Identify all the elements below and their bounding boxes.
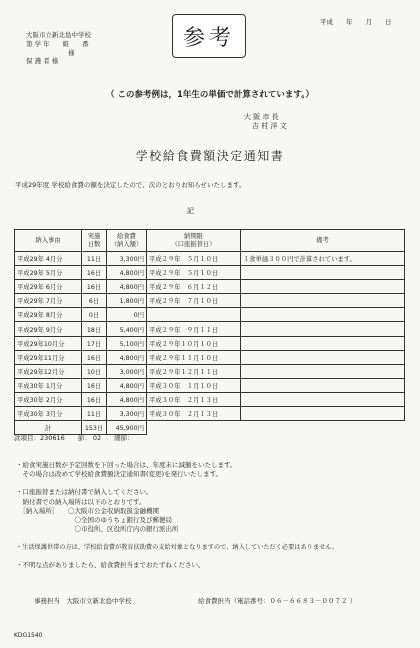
- document-title: 学校給食費額決定通知書: [135, 149, 285, 163]
- sender-block: [244, 113, 287, 132]
- cell-note: １食単価３００円で計算されています。: [241, 252, 405, 266]
- cell-fee: 3,300円: [107, 252, 147, 266]
- fee-table: [14, 229, 405, 435]
- cell-due: 平成２９年１１月１０日: [147, 350, 241, 364]
- cell-due: 平成２９年 ５月１０日: [147, 266, 241, 280]
- cell-days: 17日: [82, 336, 107, 350]
- cell-month: 平成30年 3月分: [15, 407, 82, 421]
- note-line: 〇全国のゆうちょ銀行及び郵便局: [16, 516, 172, 525]
- note-line: ・生活保護世帯の方は、学校給食費が教育扶助費の支給対象となりますので、納入していただく必要はありません。: [16, 543, 338, 551]
- cell-note: [241, 322, 405, 336]
- cell-fee: 3,300円: [107, 407, 147, 421]
- cell-due: 平成２９年 ５月１０日: [147, 252, 241, 266]
- cell-month: 平成29年10月分: [15, 336, 82, 350]
- cell-days: 16日: [82, 350, 107, 364]
- table-row: [15, 280, 405, 294]
- sender-title: 大 阪 市 長: [244, 113, 279, 121]
- cell-month: 平成29年 6月分: [15, 280, 82, 294]
- cell-note: [241, 336, 405, 350]
- table-row: [15, 407, 405, 421]
- header-fee: 給食費 （納入額）: [107, 230, 147, 252]
- cell-note: [241, 308, 405, 322]
- cell-month: 平成29年 5月分: [15, 266, 82, 280]
- header-note: 備考: [241, 230, 405, 252]
- note-line: 〇市役所、区役所庁内の銀行派出所: [16, 525, 179, 534]
- cell-days: 6日: [82, 294, 107, 308]
- cell-due: 平成３０年 １月１０日: [147, 378, 241, 392]
- sender-name: 吉 村 洋 文: [252, 122, 287, 131]
- cell-month: 平成29年 8月分: [15, 308, 82, 322]
- table-row: [15, 378, 405, 392]
- header-days: 実施 日数: [82, 230, 107, 252]
- header-block: [26, 31, 91, 66]
- intro-text: 平成29年度 学校給食費の額を決定したので、次のとおりお知らせいたします。: [15, 181, 246, 189]
- form-code: KDG1540: [14, 632, 43, 639]
- cell-note: [241, 280, 405, 294]
- cell-month: 平成29年11月分: [15, 350, 82, 364]
- cell-month: 平成30年 2月分: [15, 392, 82, 406]
- notes-block: [16, 461, 408, 571]
- grade-class-line: 第 学 年 組 番: [26, 39, 89, 48]
- cell-month: 平成29年 9月分: [15, 322, 82, 336]
- cell-fee: 4,800円: [107, 378, 147, 392]
- cell-due: 平成２９年 ７月１０日: [147, 294, 241, 308]
- cell-due: 平成２９年 ６月１２日: [147, 280, 241, 294]
- reference-notice: （ この参考例は，1年生の単価で計算されています。）: [106, 90, 314, 100]
- note-line: ・不明な点がありましたら、給食費担当までおたずねください。: [16, 561, 205, 570]
- note-line: ［納入場所］ 〇大阪市公金収納取扱金融機関: [16, 506, 159, 515]
- issue-date: 平成 年 月 日: [320, 18, 392, 26]
- cell-days: 11日: [82, 252, 107, 266]
- cell-due: 平成３０年 ２月１３日: [147, 392, 241, 406]
- ki-label: 記: [187, 207, 194, 215]
- table-total-row: [15, 421, 405, 435]
- table-row: [15, 322, 405, 336]
- cell-note: [241, 364, 405, 378]
- total-label: 計: [15, 421, 82, 435]
- contact-office: 事務担当 大阪市立新北島中学校: [34, 597, 132, 605]
- cell-fee: 5,400円: [107, 322, 147, 336]
- table-row: [15, 266, 405, 280]
- table-row: [15, 252, 405, 266]
- table-row: [15, 336, 405, 350]
- cell-note: [241, 294, 405, 308]
- empty-cell: [241, 421, 405, 435]
- cell-due: [147, 308, 241, 322]
- budget-codes: 款項目：230616 節： 02 細節：: [14, 434, 134, 442]
- cell-days: 16日: [82, 392, 107, 406]
- table-header-row: [15, 230, 405, 252]
- guardian-label: 保 護 者 様: [26, 57, 59, 66]
- table-row: [15, 294, 405, 308]
- cell-note: [241, 407, 405, 421]
- cell-month: 平成29年 4月分: [15, 252, 82, 266]
- cell-fee: 4,800円: [107, 350, 147, 364]
- cell-days: 10日: [82, 364, 107, 378]
- total-days: 153日: [82, 421, 107, 435]
- cell-month: 平成30年 1月分: [15, 378, 82, 392]
- cell-days: 0日: [82, 308, 107, 322]
- total-fee: 45,900円: [107, 421, 147, 435]
- cell-due: 平成３０年 ２月１３日: [147, 407, 241, 421]
- empty-cell: [147, 421, 241, 435]
- table-row: [15, 308, 405, 322]
- cell-fee: 4,800円: [107, 280, 147, 294]
- cell-fee: 4,800円: [107, 266, 147, 280]
- cell-fee: 5,100円: [107, 336, 147, 350]
- cell-fee: 4,800円: [107, 392, 147, 406]
- reference-stamp: 参考: [172, 14, 246, 58]
- header-due: 納期限 （口座振替日）: [147, 230, 241, 252]
- note-line: ・口座振替または納付書で納入してください。: [16, 488, 153, 497]
- cell-note: [241, 378, 405, 392]
- school-name: 大阪市立新北島中学校: [26, 31, 91, 39]
- contact-phone: 給食費担当（電話番号：０６－６６８３－００７２ ）: [198, 597, 357, 605]
- cell-note: [241, 266, 405, 280]
- cell-note: [241, 392, 405, 406]
- cell-days: 11日: [82, 407, 107, 421]
- cell-note: [241, 350, 405, 364]
- sama-label: 様: [68, 48, 75, 57]
- cell-fee: 1,800円: [107, 294, 147, 308]
- cell-days: 18日: [82, 322, 107, 336]
- table-row: [15, 392, 405, 406]
- note-line: 納付書での納入場所は以下のとおりです。: [16, 497, 146, 506]
- cell-due: 平成２９年１０月１０日: [147, 336, 241, 350]
- cell-due: 平成２９年 ９月１１日: [147, 322, 241, 336]
- cell-days: 16日: [82, 280, 107, 294]
- cell-month: 平成29年 7月分: [15, 294, 82, 308]
- cell-days: 16日: [82, 266, 107, 280]
- header-month: 納入事由: [15, 230, 82, 252]
- cell-fee: 0円: [107, 308, 147, 322]
- table-row: [15, 364, 405, 378]
- cell-month: 平成29年12月分: [15, 364, 82, 378]
- note-line: ・給食実施日数が予定回数を下回った場合は、年度末に減額をいたします。: [16, 461, 237, 469]
- cell-days: 16日: [82, 378, 107, 392]
- table-row: [15, 350, 405, 364]
- cell-due: 平成２９年１２月１１日: [147, 364, 241, 378]
- note-line: その場合は改めて学校給食費額決定通知書(変更)を発行いたします。: [16, 470, 223, 479]
- cell-fee: 3,000円: [107, 364, 147, 378]
